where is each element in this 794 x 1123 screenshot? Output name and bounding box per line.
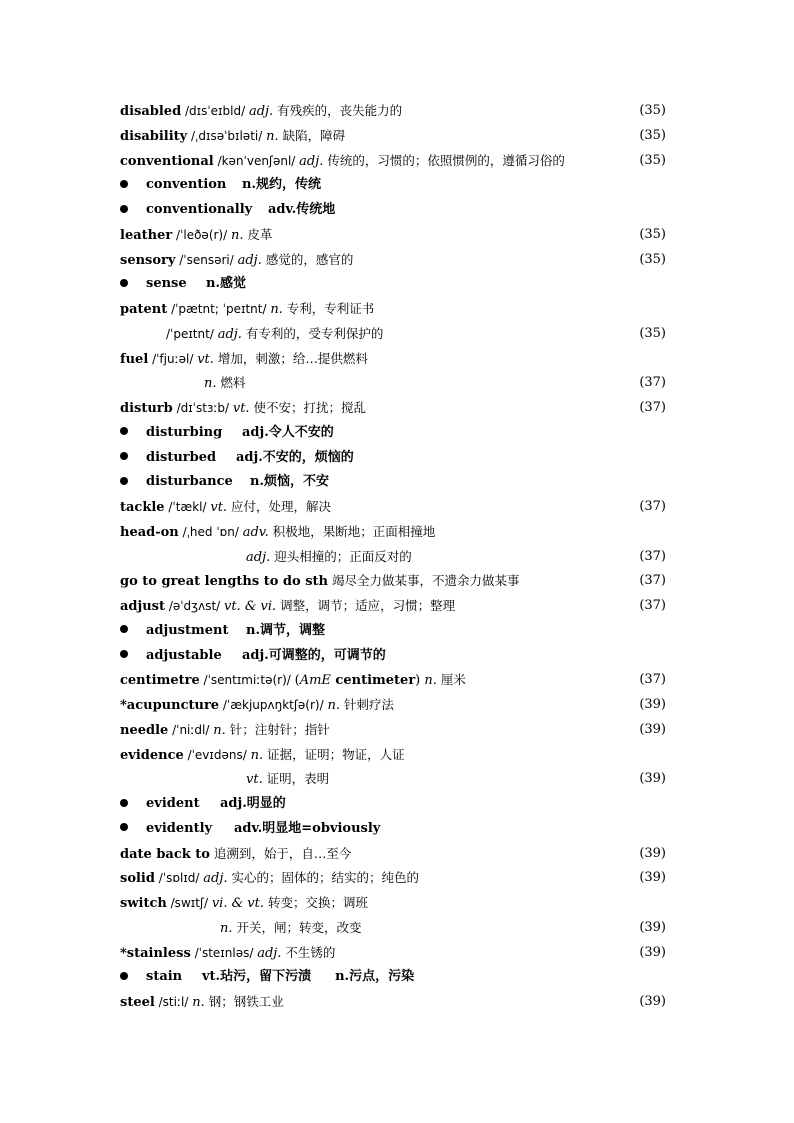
definition: 调整，调节；适应，习惯；整理 [276, 598, 456, 613]
definition: 有残疾的，丧失能力的 [273, 103, 403, 118]
derived-definition: n.调节，调整 [246, 622, 325, 638]
entry-switch-noun [120, 916, 666, 941]
derived-word: evidently [146, 820, 213, 836]
headword: evidence [120, 747, 184, 763]
page-ref: (37) [639, 400, 666, 415]
derived-definition: n.感觉 [206, 276, 246, 292]
definition: 专利，专利证书 [282, 301, 375, 316]
definition: 竭尽全力做某事，不遗余力做某事 [327, 573, 520, 589]
derivative-disturbing [120, 421, 666, 446]
entry-acupuncture [120, 693, 666, 718]
derived-definition: n.烦恼，不安 [250, 474, 329, 490]
entry-leather [120, 223, 666, 248]
page-ref: (35) [639, 325, 666, 341]
note-open: ( [294, 673, 300, 689]
derivative-conventionally [120, 198, 666, 223]
phonetic: /ˈtækl/ [164, 500, 211, 514]
phonetic: /ˈniːdl/ [168, 722, 214, 737]
phonetic: /ˌhed ˈɒn/ [178, 524, 243, 539]
part-of-speech: n. [220, 920, 233, 936]
definition: 证明，表明 [262, 771, 330, 787]
derived-word: stain [146, 969, 183, 985]
derived-word: adjustable [146, 647, 222, 663]
phonetic: /ˈsteɪnləs/ [190, 945, 258, 960]
bullet-icon [120, 427, 128, 435]
phonetic: /əˈdʒʌst/ [165, 599, 225, 613]
definition: 迎头相撞的；正面反对的 [270, 548, 412, 564]
page-ref: (39) [639, 870, 666, 886]
headword: *stainless [120, 945, 191, 961]
part-of-speech: vi. & vt. [211, 896, 264, 911]
part-of-speech: n. [250, 747, 264, 763]
definition: 转变；交换；调班 [263, 895, 368, 910]
phonetic: /stiːl/ [154, 995, 193, 1009]
headword: needle [120, 722, 169, 738]
headword: *acupuncture [120, 698, 220, 713]
definition: 钢；钢铁工业 [204, 994, 284, 1009]
definition: 使不安；打扰；搅乱 [249, 400, 367, 415]
derivative-adjustment [120, 619, 666, 644]
part-of-speech: adj. [257, 945, 282, 961]
headword: disability [120, 128, 188, 144]
entry-steel [120, 990, 666, 1015]
definition: 传统的，习惯的；依照惯例的，遵循习俗的 [323, 152, 565, 168]
entry-evidence-verb [120, 767, 666, 792]
derivative-evident [120, 792, 666, 817]
derived-word: disturbing [146, 424, 223, 440]
bullet-icon [120, 650, 128, 658]
part-of-speech: adj. [217, 326, 242, 342]
part-of-speech: adj. [246, 549, 271, 565]
definition: 增加，刺激；给…提供燃料 [213, 350, 368, 366]
part-of-speech: n. [266, 128, 279, 144]
phonetic: /swɪtʃ/ [166, 896, 212, 910]
derivative-sense [120, 272, 666, 297]
vocabulary-list [120, 99, 666, 1015]
entry-adjust [120, 594, 666, 619]
entry-go-to-great-lengths [120, 569, 666, 594]
entry-stainless [120, 941, 666, 966]
entry-tackle [120, 495, 666, 520]
page-ref: (37) [639, 598, 666, 613]
part-of-speech: n. [204, 376, 217, 392]
page-ref: (37) [639, 499, 666, 514]
entry-disturb [120, 396, 666, 421]
derivative-convention [120, 173, 666, 198]
part-of-speech: adj. [299, 153, 324, 169]
entry-switch [120, 891, 666, 916]
headword: solid [120, 871, 155, 887]
page-ref: (35) [639, 152, 666, 168]
definition: 皮革 [243, 226, 273, 242]
definition: 开关，闸；转变，改变 [232, 919, 362, 935]
derived-definition-noun: n.污点，污染 [335, 969, 415, 985]
part-of-speech: adj. [203, 871, 228, 887]
part-of-speech: n. [327, 698, 340, 713]
headword: fuel [120, 351, 149, 367]
part-of-speech: n. [192, 995, 205, 1010]
entry-fuel [120, 347, 666, 372]
variant-headword: centimeter [330, 673, 416, 689]
bullet-icon [120, 823, 128, 831]
page-ref: (39) [639, 944, 666, 960]
phonetic: /kənˈvenʃənl/ [213, 153, 300, 168]
part-of-speech: vt. [197, 351, 214, 367]
phonetic: /ˈpætnt; ˈpeɪtnt/ [167, 302, 271, 316]
entry-sensory [120, 248, 666, 273]
part-of-speech: vt. & vi. [224, 599, 277, 614]
page-ref: (35) [639, 251, 666, 267]
entry-evidence [120, 743, 666, 768]
headword: sensory [120, 252, 176, 268]
entry-patent [120, 297, 666, 322]
page-ref: (39) [639, 994, 666, 1009]
bullet-icon [120, 205, 128, 213]
bullet-icon [120, 452, 128, 460]
definition: 追溯到，始于，自…至今 [209, 845, 352, 861]
definition: 针刺疗法 [339, 697, 394, 712]
part-of-speech: vt. [232, 401, 250, 416]
phonetic: /ˈsentɪmiːtə(r)/ [199, 673, 295, 688]
part-of-speech: vt. [210, 500, 228, 515]
part-of-speech: adv. [242, 524, 269, 540]
phonetic: /dɪˈstɜːb/ [172, 401, 233, 415]
definition: 缺陷，障碍 [278, 127, 346, 143]
entry-disabled [120, 99, 666, 124]
part-of-speech: n. [424, 673, 437, 689]
definition: 针；注射针；指针 [225, 721, 330, 737]
entry-needle [120, 718, 666, 743]
bullet-icon [120, 799, 128, 807]
definition: 厘米 [436, 672, 466, 688]
definition: 证据，证明；物证，人证 [263, 746, 405, 762]
phonetic: /ˈpeɪtnt/ [166, 326, 218, 341]
bullet-icon [120, 625, 128, 633]
derived-definition: adj.令人不安的 [242, 424, 334, 440]
entry-patent-adj [120, 322, 666, 347]
entry-disability [120, 124, 666, 149]
part-of-speech: n. [230, 227, 244, 243]
headword: go to great lengths to do sth [120, 574, 328, 590]
definition: 实心的；固体的；结实的；纯色的 [227, 870, 419, 886]
derived-word: disturbance [146, 474, 233, 490]
derived-definition: adv.传统地 [268, 202, 336, 217]
note-close: ) [415, 673, 425, 689]
page-ref: (39) [639, 845, 666, 861]
bullet-icon [120, 972, 128, 980]
page-ref: (37) [639, 548, 666, 564]
bullet-icon [120, 279, 128, 287]
phonetic: /ˈsensəri/ [175, 252, 238, 267]
definition: 应付，处理，解决 [227, 499, 332, 514]
phonetic: /ˈsɒlɪd/ [154, 871, 204, 886]
derived-word: adjustment [146, 622, 229, 638]
part-of-speech: vt. [246, 772, 263, 788]
derivative-disturbed [120, 446, 666, 471]
bullet-icon [120, 180, 128, 188]
headword: adjust [120, 599, 165, 614]
part-of-speech: adj. [248, 104, 274, 119]
headword: tackle [120, 500, 165, 515]
headword: date back to [120, 846, 210, 862]
definition: 有专利的，受专利保护的 [241, 325, 384, 341]
derived-definition: adv.明显地=obviously [234, 820, 381, 836]
part-of-speech: n. [270, 302, 283, 317]
bullet-icon [120, 477, 128, 485]
entry-conventional [120, 149, 666, 174]
page-ref: (35) [639, 127, 666, 143]
headword: patent [120, 302, 168, 317]
derivative-stain [120, 965, 666, 990]
phonetic: /dɪsˈeɪbld/ [181, 104, 249, 118]
entry-head-on [120, 520, 666, 545]
page-ref: (39) [639, 919, 666, 935]
headword: leather [120, 227, 173, 243]
page-ref: (39) [639, 721, 666, 737]
phonetic: /ˈækjupʌŋktʃə(r)/ [219, 698, 328, 712]
phonetic: /ˌdɪsəˈbɪləti/ [187, 128, 267, 143]
headword: switch [120, 896, 167, 911]
derived-definition: adj.可调整的，可调节的 [242, 647, 386, 663]
entry-centimetre [120, 668, 666, 693]
derived-word: sense [146, 276, 187, 292]
derived-word: convention [146, 177, 227, 193]
entry-fuel-noun [120, 371, 666, 396]
headword: disturb [120, 401, 173, 416]
headword: steel [120, 995, 155, 1010]
definition: 燃料 [216, 375, 246, 391]
entry-date-back-to [120, 842, 666, 867]
headword: centimetre [120, 673, 200, 689]
headword: conventional [120, 153, 214, 169]
page-ref: (37) [639, 573, 666, 589]
derived-definition: vt.玷污，留下污渍 [202, 969, 312, 985]
derived-word: conventionally [146, 202, 253, 217]
definition: 积极地，果断地；正面相撞地 [268, 523, 436, 539]
headword: head-on [120, 524, 179, 540]
definition: 不生锈的 [281, 944, 336, 960]
headword: disabled [120, 104, 182, 119]
derived-definition: n.规约，传统 [242, 177, 321, 193]
phonetic: /ˈleðə(r)/ [172, 227, 231, 242]
phonetic: /ˈfjuːəl/ [148, 351, 198, 366]
page-ref: (37) [639, 672, 666, 688]
phonetic: /ˈevɪdəns/ [183, 747, 251, 762]
page-ref: (37) [639, 375, 666, 391]
derived-word: evident [146, 796, 200, 811]
definition: 感觉的，感官的 [261, 251, 354, 267]
derived-definition: adj.明显的 [220, 796, 286, 811]
derivative-adjustable [120, 644, 666, 669]
page-ref: (35) [639, 103, 666, 118]
page-ref: (35) [639, 226, 666, 242]
part-of-speech: adj. [237, 252, 262, 268]
part-of-speech: n. [213, 722, 226, 738]
variant-note: AmE [299, 673, 331, 689]
page-ref: (39) [639, 771, 666, 787]
page-ref: (39) [639, 697, 666, 712]
derivative-disturbance [120, 470, 666, 495]
derivative-evidently [120, 817, 666, 842]
derived-word: disturbed [146, 449, 217, 465]
entry-head-on-adj [120, 545, 666, 570]
entry-solid [120, 866, 666, 891]
derived-definition: adj.不安的，烦恼的 [236, 449, 354, 465]
